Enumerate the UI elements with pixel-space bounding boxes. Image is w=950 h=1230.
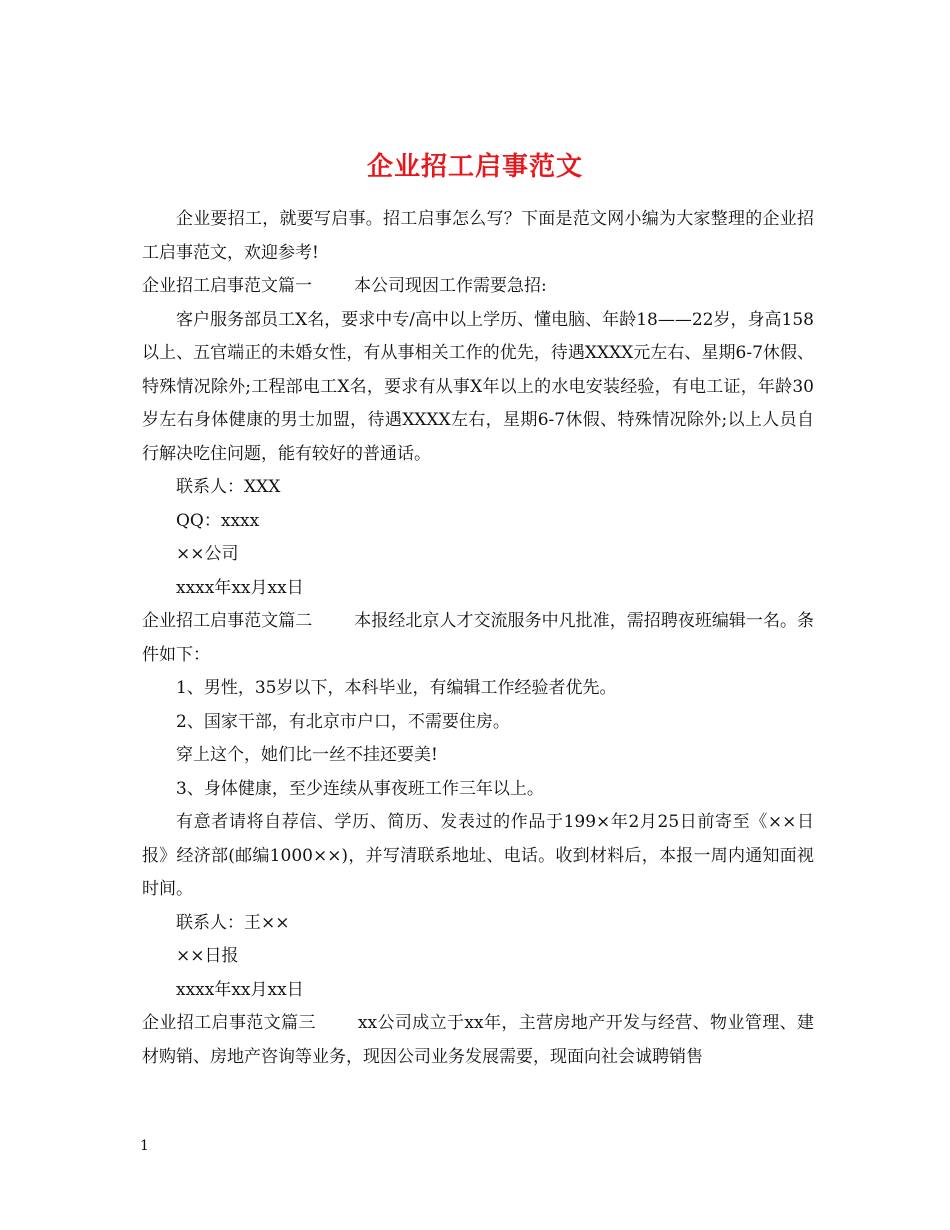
section-heading: 企业招工启事范文篇三 [142,1013,316,1033]
paragraph-section-two [142,605,814,672]
page-number: 1 [140,1138,149,1154]
section-text: 本报经北京人才交流服务中凡批准，需招聘夜班编辑一名。条件如下： [142,611,815,665]
paragraph-qq: QQ：xxxx [176,510,260,531]
paragraph-application: 有意者请将自荐信、学历、简历、发表过的作品于199×年2月25日前寄至《××日报》经济部(邮编1000××)，并写清联系地址、电话。收到材料后，本报一周内通知面视时间。 [142,812,814,899]
paragraph-inserted-line: 穿上这个，她们比一丝不挂还要美! [176,745,438,765]
paragraph-newspaper: ××日报 [176,946,239,966]
section-heading: 企业招工启事范文篇一 [142,276,312,296]
document-title: 企业招工启事范文 [366,152,583,183]
section-text: xx公司成立于xx年，主营房地产开发与经营、物业管理、建材购销、房地产咨询等业务，现因公司业务发展需要，现面向社会诚聘销售 [142,1013,814,1067]
paragraph-intro: 企业要招工，就要写启事。招工启事怎么写？下面是范文网小编为大家整理的企业招工启事范文，欢迎参考! [142,209,814,263]
section-heading: 企业招工启事范文篇二 [142,611,313,631]
paragraph-section-one [142,270,814,304]
document-body [142,203,814,1074]
paragraph-condition-2: 2、国家干部，有北京市户口，不需要住房。 [176,711,510,732]
paragraph-date: xxxx年xx月xx日 [176,577,304,598]
paragraph-section-three [142,1007,814,1074]
paragraph-condition-1: 1、男性，35岁以下，本科毕业，有编辑工作经验者优先。 [176,678,617,698]
paragraph-contact: 联系人：王×× [176,912,290,933]
paragraph-requirements: 客户服务部员工X名，要求中专/高中以上学历、懂电脑、年龄18——22岁，身高158以上、五官端正的未婚女性，有从事相关工作的优先，待遇XXXX元左右、星期6-7休假、特殊情况除外;工程部电工X名，要求有从事X年以上的水电安装经验，有电工证，年龄30岁左右身体健康的男士加盟，待遇XXXX左右，星期6-7休假、特殊情况除外;以上人员自行解决吃住问题，能有较好的普通话。 [142,309,814,464]
paragraph-condition-3: 3、身体健康，至少连续从事夜班工作三年以上。 [176,778,544,799]
section-text: 本公司现因工作需要急招: [354,276,547,296]
paragraph-date: xxxx年xx月xx日 [176,979,304,1000]
paragraph-company: ××公司 [176,544,239,564]
paragraph-contact: 联系人：XXX [176,477,281,497]
